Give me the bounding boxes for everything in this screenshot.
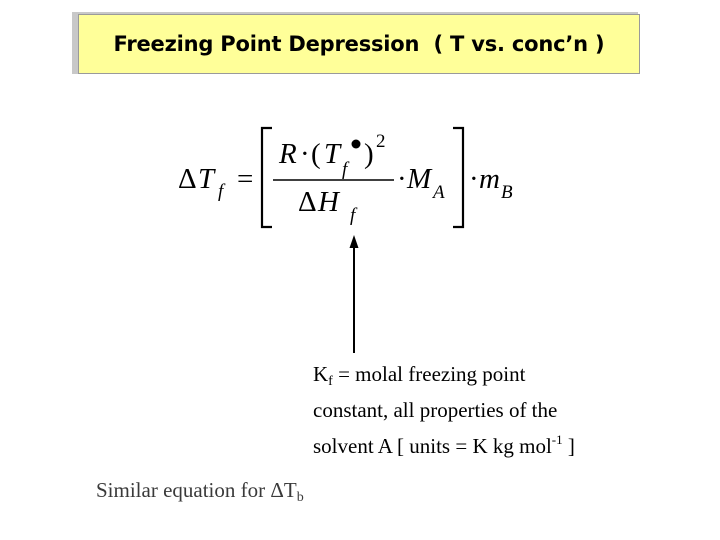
denominator-subscript: f: [350, 205, 356, 226]
note-line-3-end: ]: [562, 434, 575, 458]
dot-before-m: ·: [469, 163, 479, 195]
note-line-3: [313, 425, 643, 461]
note-line-1: [313, 360, 643, 396]
M-symbol: M: [407, 163, 432, 195]
denominator-H: H: [318, 186, 339, 218]
lhs-subscript: f: [218, 181, 224, 202]
note-line-2: constant, all properties of the: [313, 398, 558, 422]
denominator-delta: Δ: [298, 186, 317, 218]
numerator-open-paren: (: [311, 138, 321, 170]
lhs-delta: Δ: [178, 163, 197, 195]
pure-solvent-bullet: [352, 140, 361, 149]
numerator-T: T: [324, 138, 341, 170]
kf-symbol: K: [313, 362, 329, 386]
right-bracket: [453, 128, 463, 227]
left-bracket: [262, 128, 272, 227]
dot-before-M: ·: [397, 163, 407, 195]
note-line-3-text: solvent A [ units = K kg mol: [313, 434, 552, 458]
unit-exponent: -1: [551, 432, 563, 447]
numerator-subscript: f: [342, 159, 348, 180]
numerator-dot: ·: [300, 138, 310, 170]
numerator-exponent: 2: [376, 131, 386, 152]
similar-equation-note: [96, 478, 304, 506]
similar-equation-text: Similar equation for ΔT: [96, 478, 297, 502]
arrow-head: [350, 235, 359, 248]
m-subscript: B: [501, 182, 513, 203]
kf-subscript: f: [328, 374, 333, 389]
kf-explanation: [313, 360, 643, 461]
lhs-equals: =: [237, 163, 254, 195]
m-symbol: m: [479, 163, 500, 195]
boiling-subscript: b: [296, 490, 304, 505]
slide-title: Freezing Point Depression ( T vs. conc’n ): [113, 32, 605, 56]
numerator-R: R: [279, 138, 297, 170]
numerator-close-paren: ): [364, 138, 374, 170]
lhs-T: T: [198, 163, 215, 195]
M-subscript: A: [433, 182, 445, 203]
note-line-1-text: = molal freezing point: [332, 362, 526, 386]
